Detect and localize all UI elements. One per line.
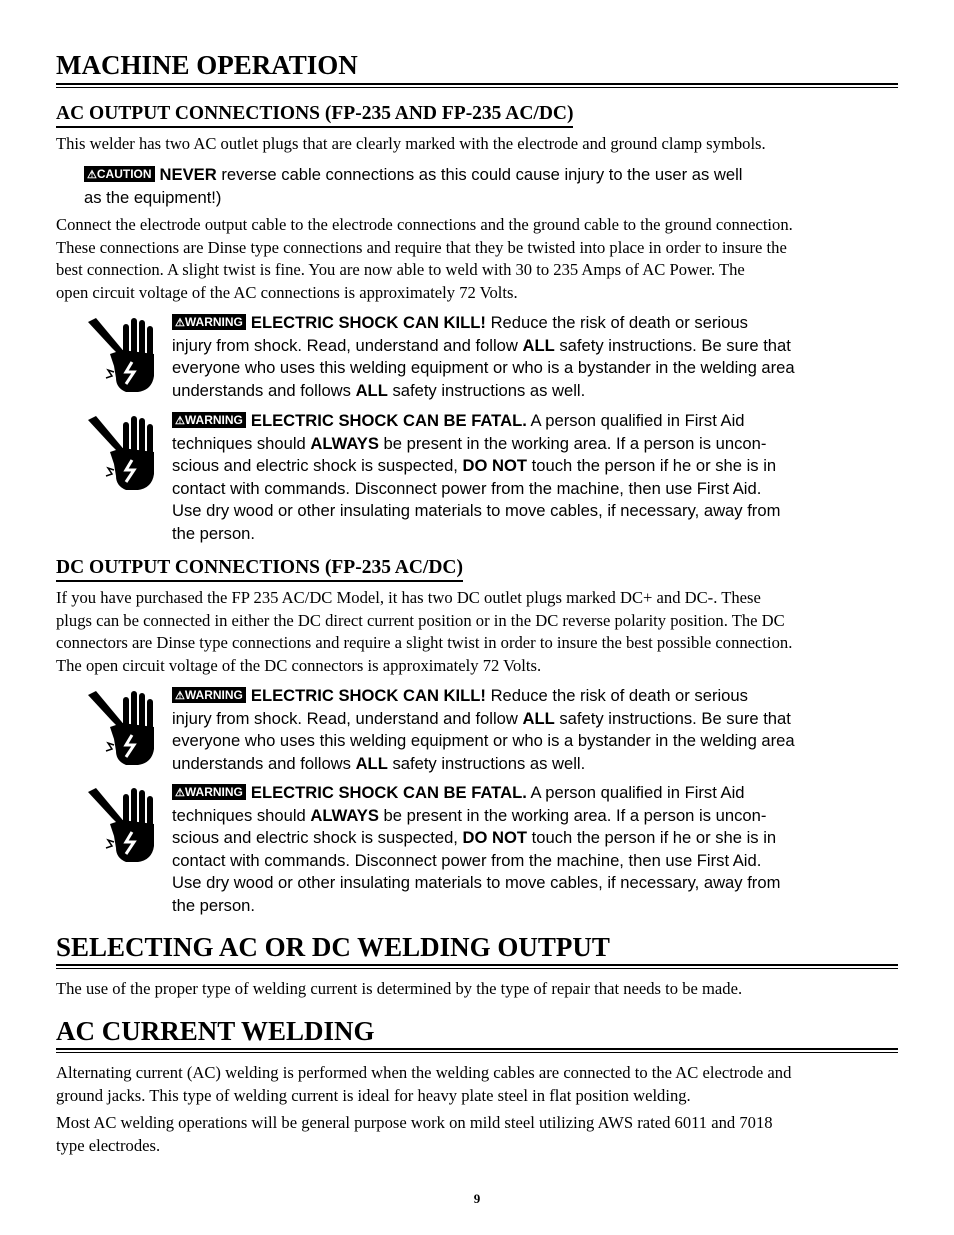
warning-title: ELECTRIC SHOCK CAN BE FATAL.	[250, 783, 527, 802]
warning-badge-label: WARNING	[184, 688, 243, 702]
warning-emphasis: ALL	[522, 708, 555, 728]
warning-triangle-icon: ⚠	[175, 690, 185, 702]
caution-notice	[84, 164, 874, 209]
warning-emphasis: ALL	[355, 753, 388, 773]
ac-body-line: best connection. A slight twist is fine. You are now able to weld with 30 to 235 Amps of AC Power. The	[56, 260, 745, 280]
subheading-ac-output: AC OUTPUT CONNECTIONS (FP-235 AND FP-235 AC/DC)	[56, 103, 573, 128]
warning-badge	[172, 314, 246, 330]
heading-rule	[56, 83, 898, 88]
warning-text: the person.	[172, 523, 256, 543]
warning-triangle-icon: ⚠	[175, 415, 185, 427]
subheading-dc-output: DC OUTPUT CONNECTIONS (FP-235 AC/DC)	[56, 557, 463, 582]
dc-body-paragraph	[56, 587, 898, 677]
page-number: 9	[473, 1191, 481, 1206]
warning-text: Use dry wood or other insulating materials to move cables, if necessary, away from	[172, 873, 781, 893]
warning-text: techniques should	[172, 433, 311, 453]
warning-electric-shock-kill	[172, 685, 892, 775]
warning-electric-shock-kill	[172, 312, 892, 402]
caution-badge	[84, 166, 155, 182]
warning-text: safety instructions. Be sure that	[554, 708, 791, 728]
warning-title: ELECTRIC SHOCK CAN BE FATAL.	[250, 411, 527, 430]
warning-triangle-icon: ⚠	[87, 169, 97, 181]
warning-badge-label: WARNING	[184, 413, 243, 427]
warning-title: ELECTRIC SHOCK CAN KILL!	[250, 686, 486, 705]
warning-text: be present in the working area. If a person is uncon-	[378, 805, 767, 825]
warning-emphasis: ALWAYS	[310, 805, 379, 825]
warning-text: be present in the working area. If a person is uncon-	[378, 433, 767, 453]
warning-text: everyone who uses this welding equipment or who is a bystander in the welding area	[172, 358, 795, 378]
ac-intro-paragraph	[56, 133, 898, 156]
warning-text: injury from shock. Read, understand and follow	[172, 708, 523, 728]
ac-body-line: Connect the electrode output cable to the electrode connections and the ground cable to the ground connection.	[56, 215, 793, 234]
warning-badge-label: WARNING	[184, 315, 243, 329]
ac-current-line: type electrodes.	[56, 1135, 161, 1155]
ac-current-paragraph-1	[56, 1062, 898, 1107]
warning-emphasis: ALL	[355, 380, 388, 400]
warning-badge	[172, 687, 246, 703]
heading-rule	[56, 964, 898, 969]
warning-triangle-icon: ⚠	[175, 317, 185, 329]
ac-current-line: Alternating current (AC) welding is performed when the welding cables are connected to the AC electrode and	[56, 1063, 792, 1082]
warning-text: A person qualified in First Aid	[526, 783, 745, 802]
warning-text: touch the person if he or she is in	[527, 828, 777, 848]
warning-text: everyone who uses this welding equipment or who is a bystander in the welding area	[172, 731, 795, 751]
warning-emphasis: ALL	[522, 335, 555, 355]
warning-text: understands and follows	[172, 380, 356, 400]
warning-badge-label: WARNING	[184, 785, 243, 799]
warning-text: understands and follows	[172, 753, 356, 773]
dc-body-line: plugs can be connected in either the DC direct current position or in the DC reverse polarity position. The DC	[56, 610, 785, 630]
warning-triangle-icon: ⚠	[175, 787, 185, 799]
warning-text: Reduce the risk of death or serious	[485, 686, 748, 705]
ac-body-line: These connections are Dinse type connections and require that they be twisted into place in order to insure the	[56, 237, 787, 257]
warning-text: contact with commands. Disconnect power from the machine, then use First Aid.	[172, 478, 762, 498]
caution-text-2: as the equipment!)	[84, 187, 222, 207]
selecting-text: The use of the proper type of welding current is determined by the type of repair that needs to be made.	[56, 979, 743, 998]
ac-intro-text: This welder has two AC outlet plugs that are clearly marked with the electrode and ground clamp symbols.	[56, 134, 766, 153]
warning-text: touch the person if he or she is in	[527, 456, 777, 476]
section-title-machine-operation: MACHINE OPERATION	[56, 50, 358, 80]
caution-badge-label: CAUTION	[96, 167, 152, 181]
warning-text: Use dry wood or other insulating materials to move cables, if necessary, away from	[172, 501, 781, 521]
heading-rule	[56, 1048, 898, 1053]
warning-text: scious and electric shock is suspected,	[172, 828, 463, 848]
dc-body-line: If you have purchased the FP 235 AC/DC Model, it has two DC outlet plugs marked DC+ and DC-. These	[56, 588, 761, 607]
warning-emphasis: ALWAYS	[310, 433, 379, 453]
ac-current-line: ground jacks. This type of welding current is ideal for heavy plate steel in flat position welding.	[56, 1085, 691, 1105]
warning-text: Reduce the risk of death or serious	[485, 313, 748, 332]
caution-text-1: reverse cable connections as this could cause injury to the user as well	[216, 165, 743, 184]
warning-text: the person.	[172, 895, 256, 915]
electric-shock-hand-icon	[86, 687, 162, 767]
warning-text: injury from shock. Read, understand and follow	[172, 335, 523, 355]
warning-text: A person qualified in First Aid	[526, 411, 745, 430]
warning-title: ELECTRIC SHOCK CAN KILL!	[250, 313, 486, 332]
electric-shock-hand-icon	[86, 412, 162, 492]
warning-emphasis: DO NOT	[462, 456, 528, 476]
section-title-ac-current-welding: AC CURRENT WELDING	[56, 1016, 375, 1046]
ac-body-paragraph	[56, 214, 898, 304]
warning-text: safety instructions. Be sure that	[554, 335, 791, 355]
warning-badge	[172, 412, 246, 428]
warning-electric-shock-fatal	[172, 782, 892, 918]
warning-emphasis: DO NOT	[462, 828, 528, 848]
warning-badge	[172, 784, 246, 800]
electric-shock-hand-icon	[86, 314, 162, 394]
warning-text: techniques should	[172, 805, 311, 825]
section-title-selecting-output: SELECTING AC OR DC WELDING OUTPUT	[56, 932, 610, 962]
caution-never: NEVER	[159, 165, 217, 184]
warning-text: contact with commands. Disconnect power from the machine, then use First Aid.	[172, 850, 762, 870]
selecting-paragraph	[56, 978, 898, 1001]
dc-body-line: The open circuit voltage of the DC connectors is approximately 72 Volts.	[56, 655, 542, 675]
warning-text: scious and electric shock is suspected,	[172, 456, 463, 476]
electric-shock-hand-icon	[86, 784, 162, 864]
warning-electric-shock-fatal	[172, 410, 892, 546]
ac-current-paragraph-2	[56, 1112, 898, 1157]
warning-text: safety instructions as well.	[387, 753, 586, 773]
ac-current-line: Most AC welding operations will be general purpose work on mild steel utilizing AWS rated 6011 and 7018	[56, 1113, 773, 1132]
dc-body-line: connectors are Dinse type connections and require a slight twist in order to insure the best possible connection.	[56, 633, 793, 653]
warning-text: safety instructions as well.	[387, 380, 586, 400]
ac-body-line: open circuit voltage of the AC connections is approximately 72 Volts.	[56, 282, 518, 302]
